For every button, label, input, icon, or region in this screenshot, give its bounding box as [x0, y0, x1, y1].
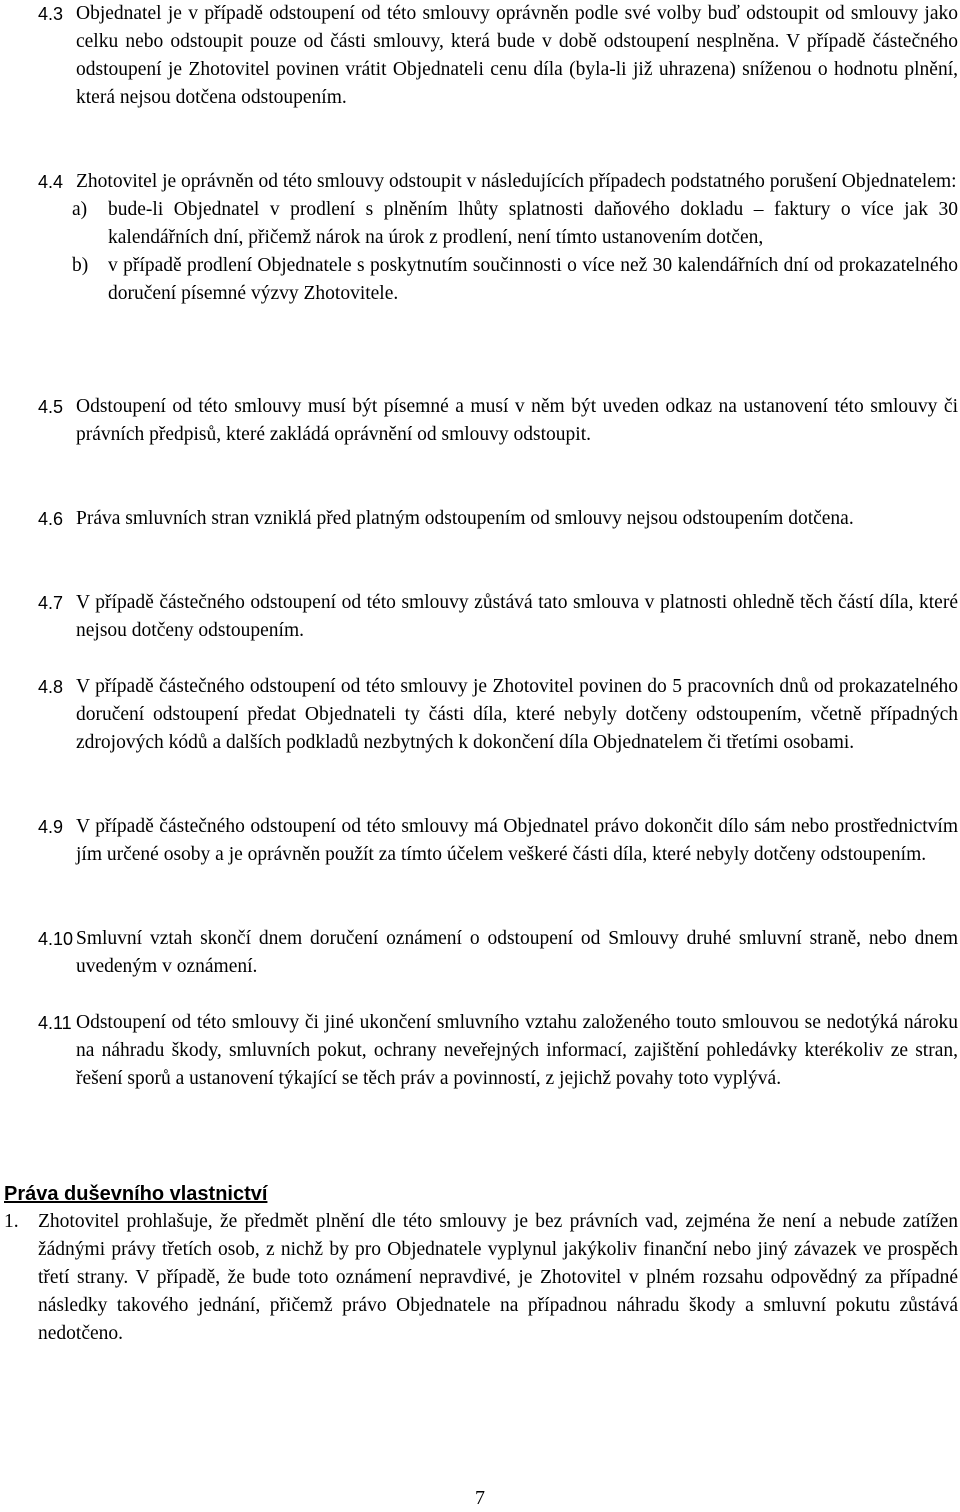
clause-subitem-b: [72, 252, 958, 308]
clause-text: Odstoupení od této smlouvy musí být písemné a musí v něm být uveden odkaz na ustanovení této smlouvy či právních předpisů, které zakládá oprávnění od smlouvy odstoupit.: [76, 396, 958, 445]
clause-number: 4.3: [38, 4, 64, 24]
section-heading: Práva duševního vlastnictví: [4, 1183, 268, 1205]
clause-4-6: [0, 505, 958, 533]
clause-number: 4.5: [38, 397, 64, 417]
clause-text: Objednatel je v případě odstoupení od této smlouvy oprávněn podle své volby buď odstoupit od smlouvy jako celku nebo odstoupit pouze od části smlouvy, která bude v době odstoupení nesplněna. V případě částečného odstoupení je Zhotovitel povinen vrátit Objednateli cenu díla (byla-li již uhrazena) sníženou o hodnotu plnění, která nejsou dotčena odstoupením.: [76, 3, 958, 108]
clause-4-9: [0, 813, 958, 869]
clause-number: 4.10: [38, 929, 74, 949]
clause-4-10: [0, 925, 958, 981]
clause-number: 4.9: [38, 817, 64, 837]
clause-body: [72, 168, 958, 308]
clause-4-3: [0, 0, 958, 112]
page-number: 7: [475, 1487, 485, 1509]
section-item-number: 1.: [4, 1211, 19, 1232]
clause-4-11: [0, 1009, 958, 1093]
subitem-text: bude-li Objednatel v prodlení s plněním lhůty splatnosti daňového dokladu – faktury o více jak 30 kalendářních dní, přičemž nárok na úrok z prodlení, není tímto ustanovením dotčen,: [108, 199, 958, 248]
clause-number: 4.6: [38, 509, 64, 529]
clause-subitem-a: [72, 196, 958, 252]
clause-text: Práva smluvních stran vzniklá před platným odstoupením od smlouvy nejsou odstoupením dotčena.: [76, 508, 854, 529]
clause-text: V případě částečného odstoupení od této smlouvy zůstává tato smlouva v platnosti ohledně těch částí díla, které nejsou dotčeny odstoupením.: [76, 592, 958, 641]
clause-4-5: [0, 393, 958, 449]
clause-number: 4.4: [38, 172, 64, 192]
subitem-text: v případě prodlení Objednatele s poskytnutím součinnosti o více než 30 kalendářních dní od prokazatelného doručení písemné výzvy Zhotovitele.: [108, 255, 958, 304]
clause-4-4: [0, 168, 958, 308]
clause-text: V případě částečného odstoupení od této smlouvy je Zhotovitel povinen do 5 pracovních dnů od prokazatelného doručení odstoupení předat Objednateli ty části díla, které nebyly dotčeny odstoupením, včetně případných zdrojových kódů a dalších podkladů nezbytných k dokončení díla Objednatelem či třetími osobami.: [76, 676, 958, 753]
clause-text: V případě částečného odstoupení od této smlouvy má Objednatel právo dokončit dílo sám nebo prostřednictvím jím určené osoby a je oprávněn použít za tímto účelem veškeré části díla, které nebyly dotčeny odstoupením.: [76, 816, 958, 865]
clause-number: 4.8: [38, 677, 64, 697]
subitem-label: a): [72, 199, 88, 220]
section-item-text: Zhotovitel prohlašuje, že předmět plnění dle této smlouvy je bez právních vad, zejména že není a nebude zatížen žádnými právy třetích osob, z nichž by pro Objednatele vyplynul jakýkoliv finanční nebo jiný závazek ve prospěch třetí strany. V případě, že bude toto oznámení nepravdivé, je Zhotovitel v plném rozsahu odpovědný za případné následky takového jednání, přičemž právo Objednatele na případnou náhradu škody a smluvní pokutu zůstává nedotčeno.: [38, 1211, 958, 1344]
clause-number: 4.11: [38, 1013, 72, 1033]
clause-text: Smluvní vztah skončí dnem doručení oznámení o odstoupení od Smlouvy druhé smluvní straně, nebo dnem uvedeným v oznámení.: [76, 928, 958, 977]
clause-number: 4.7: [38, 593, 64, 613]
clause-text: Zhotovitel je oprávněn od této smlouvy odstoupit v následujících případech podstatného porušení Objednatelem:: [76, 171, 957, 192]
section-item-1: [4, 1208, 958, 1348]
clause-4-7: [0, 589, 958, 645]
clause-text: Odstoupení od této smlouvy či jiné ukončení smluvního vztahu založeného touto smlouvou se nedotýká nároku na náhradu škody, smluvních pokut, ochrany neveřejných informací, zajištění pohledávky kterékoliv ze stran, řešení sporů a ustanovení týkající se těch práv a povinností, z jejichž povahy toto vyplývá.: [76, 1012, 958, 1089]
subitem-label: b): [72, 255, 89, 276]
clause-4-8: [0, 673, 958, 757]
